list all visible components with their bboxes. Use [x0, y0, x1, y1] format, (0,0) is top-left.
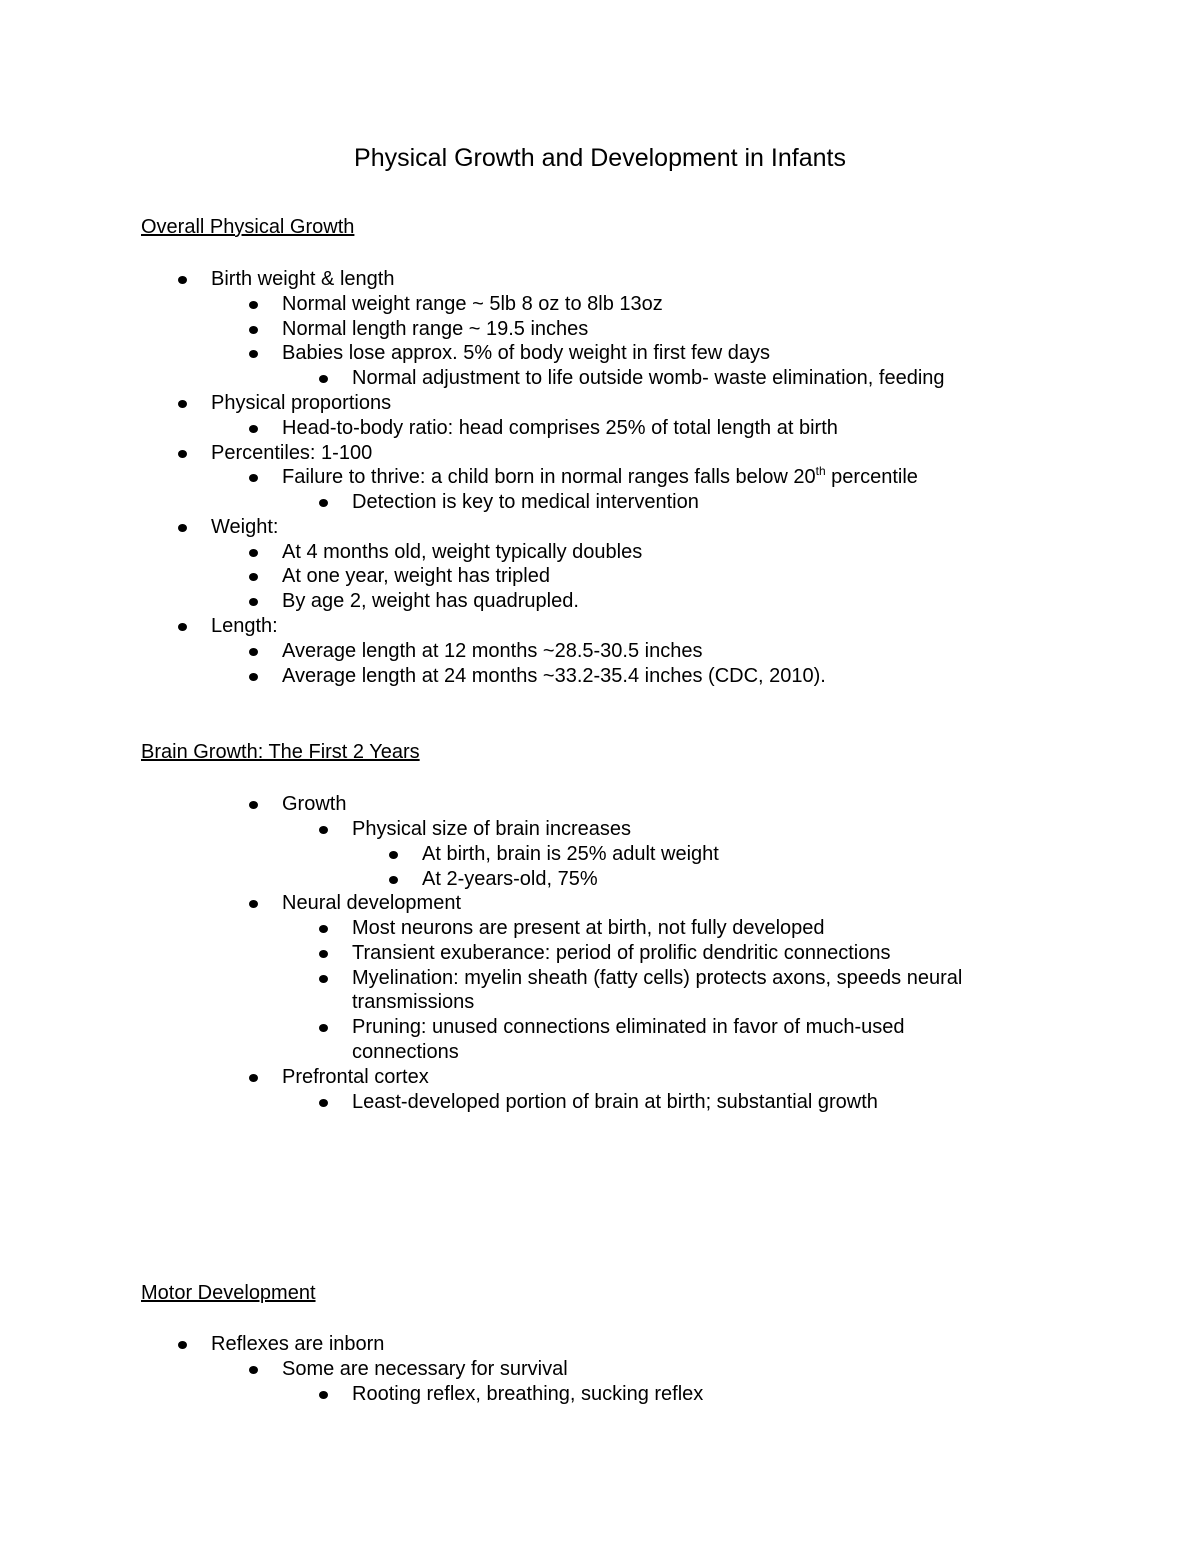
list-item: Average length at 24 months ~33.2-35.4 inches (CDC, 2010). — [282, 664, 826, 689]
superscript: th — [815, 464, 826, 478]
bullet-icon — [178, 276, 187, 284]
bullet-icon — [249, 1366, 258, 1374]
section-heading-brain-growth: Brain Growth: The First 2 Years — [141, 741, 420, 763]
bullet-icon — [249, 1074, 258, 1082]
bullet-icon — [319, 1391, 328, 1399]
list-item-continuation: transmissions — [352, 991, 475, 1013]
bullet-icon — [249, 900, 258, 908]
bullet-icon — [178, 1341, 187, 1349]
list-item: Pruning: unused connections eliminated in favor of much-used — [352, 1015, 905, 1040]
list-item: Normal adjustment to life outside womb- waste elimination, feeding — [352, 366, 945, 391]
list-item: Neural development — [282, 891, 461, 916]
list-item: Myelination: myelin sheath (fatty cells) protects axons, speeds neural — [352, 966, 962, 991]
bullet-icon — [249, 673, 258, 681]
bullet-icon — [178, 400, 187, 408]
list-item: Normal length range ~ 19.5 inches — [282, 317, 588, 342]
list-item: At 4 months old, weight typically doubles — [282, 540, 642, 565]
list-item: Most neurons are present at birth, not fully developed — [352, 916, 825, 941]
section-heading-motor-development: Motor Development — [141, 1282, 316, 1304]
page-title: Physical Growth and Development in Infants — [354, 144, 846, 172]
bullet-icon — [249, 301, 258, 309]
bullet-icon — [389, 851, 398, 859]
list-item: Rooting reflex, breathing, sucking reflex — [352, 1382, 703, 1407]
bullet-icon — [249, 549, 258, 557]
list-item: Percentiles: 1-100 — [211, 441, 372, 466]
bullet-icon — [319, 975, 328, 983]
bullet-icon — [249, 801, 258, 809]
list-item: Normal weight range ~ 5lb 8 oz to 8lb 13oz — [282, 292, 663, 317]
bullet-icon — [178, 524, 187, 532]
list-item: At one year, weight has tripled — [282, 564, 550, 589]
list-item: At 2-years-old, 75% — [422, 867, 598, 892]
bullet-icon — [249, 326, 258, 334]
list-item: Weight: — [211, 515, 278, 540]
bullet-icon — [178, 450, 187, 458]
list-item: Babies lose approx. 5% of body weight in first few days — [282, 341, 770, 366]
bullet-icon — [249, 648, 258, 656]
bullet-icon — [249, 573, 258, 581]
bullet-icon — [389, 876, 398, 884]
bullet-icon — [319, 375, 328, 383]
bullet-icon — [319, 499, 328, 507]
list-item: Some are necessary for survival — [282, 1357, 568, 1382]
bullet-icon — [319, 1099, 328, 1107]
list-item: Reflexes are inborn — [211, 1332, 384, 1357]
list-item: Birth weight & length — [211, 267, 394, 292]
bullet-icon — [249, 425, 258, 433]
list-item: By age 2, weight has quadrupled. — [282, 589, 579, 614]
list-item: Physical proportions — [211, 391, 391, 416]
list-item: Average length at 12 months ~28.5-30.5 inches — [282, 639, 702, 664]
list-item-continuation: connections — [352, 1041, 459, 1063]
bullet-icon — [319, 1024, 328, 1032]
list-item: Length: — [211, 614, 278, 639]
list-item: Failure to thrive: a child born in normal ranges falls below 20th percentile — [282, 465, 918, 490]
bullet-icon — [319, 826, 328, 834]
list-item: Least-developed portion of brain at birth; substantial growth — [352, 1090, 878, 1115]
bullet-icon — [319, 925, 328, 933]
bullet-icon — [249, 598, 258, 606]
list-item: Growth — [282, 792, 346, 817]
list-item: At birth, brain is 25% adult weight — [422, 842, 719, 867]
section-heading-overall-physical-growth: Overall Physical Growth — [141, 216, 355, 238]
bullet-icon — [249, 350, 258, 358]
list-item: Prefrontal cortex — [282, 1065, 429, 1090]
bullet-icon — [319, 950, 328, 958]
list-item: Physical size of brain increases — [352, 817, 631, 842]
list-item: Detection is key to medical intervention — [352, 490, 699, 515]
list-item: Head-to-body ratio: head comprises 25% of total length at birth — [282, 416, 838, 441]
list-item: Transient exuberance: period of prolific dendritic connections — [352, 941, 890, 966]
bullet-icon — [178, 623, 187, 631]
bullet-icon — [249, 474, 258, 482]
